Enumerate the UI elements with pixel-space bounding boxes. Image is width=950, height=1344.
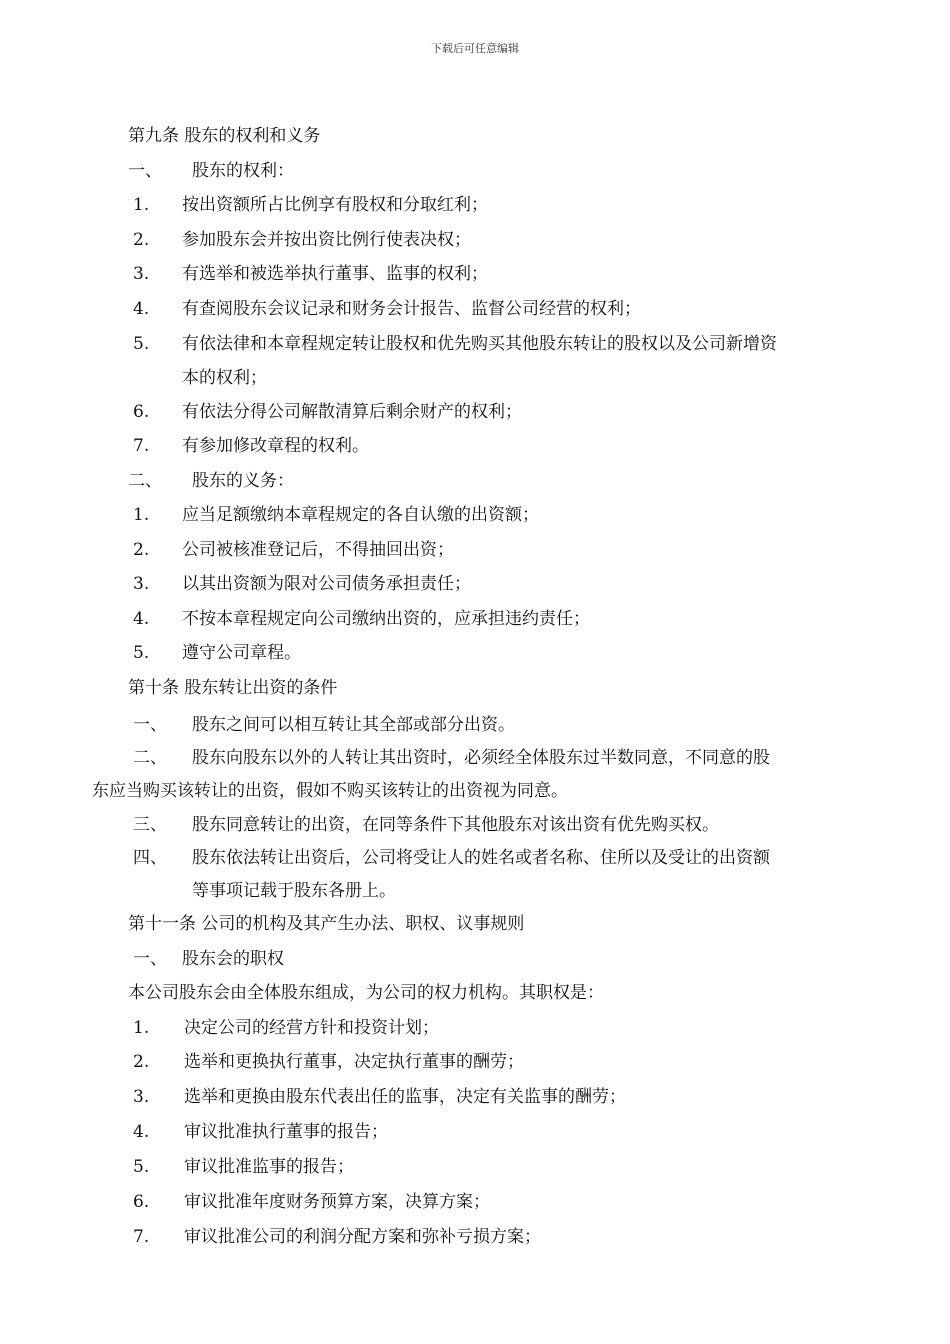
article-11-title: 第十一条 公司的机构及其产生办法、职权、议事规则	[128, 914, 525, 934]
list-item: 参加股东会并按出资比例行使表决权；	[182, 230, 471, 250]
list-item: 公司被核准登记后，不得抽回出资；	[182, 540, 454, 560]
list-number: 1.	[133, 1018, 150, 1038]
list-number: 3.	[133, 1087, 150, 1107]
list-item: 有依法律和本章程规定转让股权和优先购买其他股东转让的股权以及公司新增资	[182, 334, 777, 354]
list-item: 审议批准年度财务预算方案，决算方案；	[184, 1192, 490, 1212]
article-10-title: 第十条 股东转让出资的条件	[128, 678, 338, 698]
list-number: 7.	[133, 1227, 150, 1247]
rights-heading: 股东的权利：	[192, 161, 294, 181]
list-item: 有查阅股东会议记录和财务会计报告、监督公司经营的权利；	[182, 299, 641, 319]
list-number: 1.	[133, 195, 150, 215]
list-number: 3.	[133, 264, 150, 284]
list-item: 选举和更换由股东代表出任的监事，决定有关监事的酬劳；	[184, 1087, 626, 1107]
list-item: 审议批准监事的报告；	[184, 1157, 354, 1177]
list-number: 6.	[133, 402, 150, 422]
list-number: 3.	[133, 574, 150, 594]
list-number: 三、	[133, 815, 167, 835]
list-number: 5.	[133, 643, 150, 663]
list-number: 6.	[133, 1192, 150, 1212]
list-item: 遵守公司章程。	[182, 643, 301, 663]
intro-paragraph: 本公司股东会由全体股东组成，为公司的权力机构。其职权是：	[128, 983, 604, 1003]
list-item: 不按本章程规定向公司缴纳出资的，应承担违约责任；	[182, 609, 590, 629]
subsection-number: 一、	[133, 949, 167, 969]
list-item: 审议批准公司的利润分配方案和弥补亏损方案；	[184, 1227, 541, 1247]
list-item: 股东同意转让的出资，在同等条件下其他股东对该出资有优先购买权。	[192, 815, 719, 835]
list-number: 1.	[133, 505, 150, 525]
list-item-continuation: 等事项记载于股东各册上。	[192, 881, 396, 901]
list-item: 决定公司的经营方针和投资计划；	[184, 1018, 439, 1038]
duties-heading-number: 二、	[128, 471, 162, 491]
list-number: 2.	[133, 540, 150, 560]
list-item: 有参加修改章程的权利。	[182, 436, 369, 456]
list-number: 一、	[133, 715, 167, 735]
list-number: 2.	[133, 1052, 150, 1072]
rights-heading-number: 一、	[128, 161, 162, 181]
page-header: 下载后可任意编辑	[431, 42, 519, 55]
list-number: 5.	[133, 334, 150, 354]
list-item: 股东向股东以外的人转让其出资时，必须经全体股东过半数同意，不同意的股	[192, 748, 770, 768]
list-number: 4.	[133, 299, 150, 319]
subsection-heading: 股东会的职权	[182, 949, 284, 969]
list-number: 二、	[133, 748, 167, 768]
list-item: 有依法分得公司解散清算后剩余财产的权利；	[182, 402, 522, 422]
list-item-continuation: 东应当购买该转让的出资，假如不购买该转让的出资视为同意。	[92, 781, 568, 801]
list-item: 有选举和被选举执行董事、监事的权利；	[182, 264, 488, 284]
duties-heading: 股东的义务：	[192, 471, 294, 491]
article-9-title: 第九条 股东的权利和义务	[128, 126, 321, 146]
list-item: 审议批准执行董事的报告；	[184, 1122, 388, 1142]
list-item: 按出资额所占比例享有股权和分取红利；	[182, 195, 488, 215]
list-number: 4.	[133, 609, 150, 629]
list-item: 应当足额缴纳本章程规定的各自认缴的出资额；	[182, 505, 539, 525]
list-item: 股东依法转让出资后，公司将受让人的姓名或者名称、住所以及受让的出资额	[192, 848, 770, 868]
list-item: 以其出资额为限对公司债务承担责任；	[182, 574, 471, 594]
list-number: 四、	[133, 848, 167, 868]
list-number: 7.	[133, 436, 150, 456]
list-number: 5.	[133, 1157, 150, 1177]
list-item-continuation: 本的权利；	[182, 368, 267, 388]
list-item: 选举和更换执行董事，决定执行董事的酬劳；	[184, 1052, 524, 1072]
list-item: 股东之间可以相互转让其全部或部分出资。	[192, 715, 515, 735]
list-number: 2.	[133, 230, 150, 250]
list-number: 4.	[133, 1122, 150, 1142]
